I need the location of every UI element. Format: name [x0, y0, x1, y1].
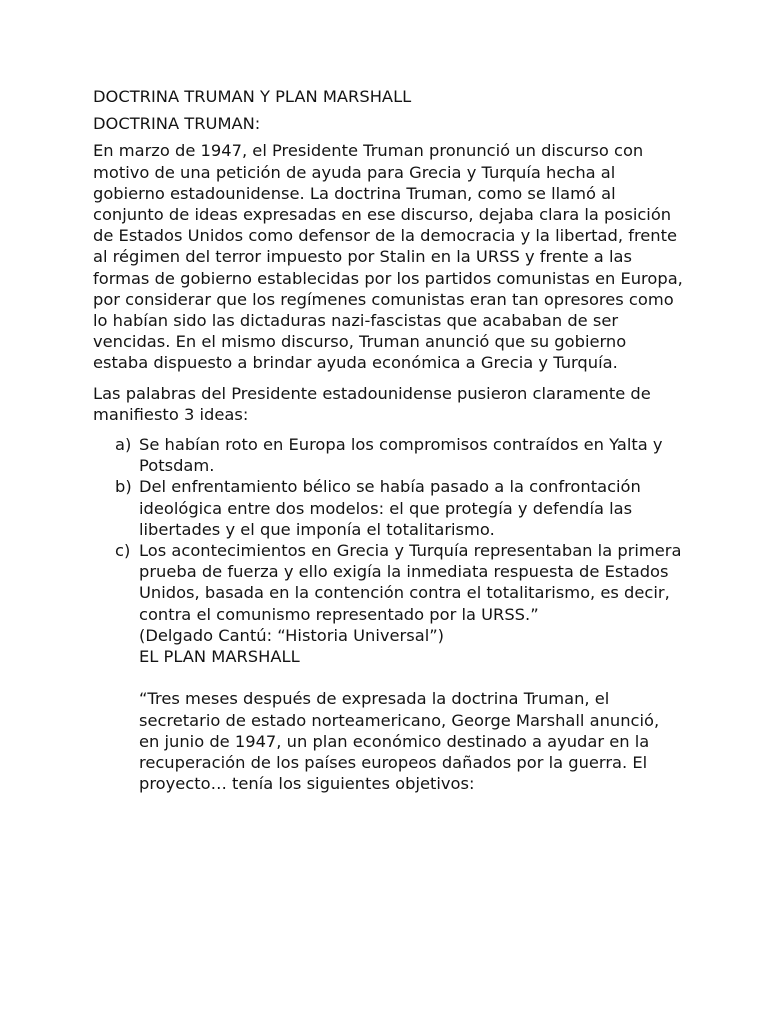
- list-item-text: Los acontecimientos en Grecia y Turquía representaban la primera prueba de fuerza y ello exigía la inmediata respuesta de Estados Unidos, basada en la contención contra el totalitarismo, es decir, contra el comunismo representado por la URSS.”: [139, 541, 682, 624]
- paragraph-marshall-plan: “Tres meses después de expresada la doctrina Truman, el secretario de estado norteamericano, George Marshall anunció, en junio de 1947, un plan económico destinado a ayudar en la recuperación de los países europeos dañados por la guerra. El proyecto… tenía los siguientes objetivos:: [139, 689, 660, 794]
- citation: (Delgado Cantú: “Historia Universal”): [139, 625, 445, 645]
- list-marker: c): [115, 541, 131, 561]
- list-item-text: Del enfrentamiento bélico se había pasado a la confrontación ideológica entre dos modelos: el que protegía y defendía las libertades y el que imponía el totalitarismo.: [139, 477, 641, 539]
- indented-continuation: [93, 625, 683, 795]
- paragraph-truman-doctrine: En marzo de 1947, el Presidente Truman pronunció un discurso con motivo de una petición de ayuda para Grecia y Turquía hecha al gobierno estadounidense. La doctrina Truman, como se llamó al conjunto de ideas expresadas en ese discurso, dejaba clara la posición de Estados Unidos como defensor de la democracia y la libertad, frente al régimen del terror impuesto por Stalin en la URSS y frente a las formas de gobierno establecidas por los partidos comunistas en Europa, por considerar que los regímenes comunistas eran tan opresores como lo habían sido las dictaduras nazi-fascistas que acababan de ser vencidas. En el mismo discurso, Truman anunció que su gobierno estaba dispuesto a brindar ayuda económica a Grecia y Turquía.: [93, 141, 683, 373]
- list-item: [93, 434, 683, 476]
- list-marker: b): [115, 477, 132, 497]
- ideas-list: [93, 434, 683, 625]
- section-heading-truman: DOCTRINA TRUMAN:: [93, 114, 261, 134]
- paragraph-three-ideas: Las palabras del Presidente estadounidense pusieron claramente de manifiesto 3 ideas:: [93, 383, 651, 424]
- section-heading-marshall: EL PLAN MARSHALL: [139, 647, 300, 667]
- document-title: DOCTRINA TRUMAN Y PLAN MARSHALL: [93, 87, 412, 106]
- list-marker: a): [115, 435, 132, 455]
- list-item-text: Se habían roto en Europa los compromisos contraídos en Yalta y Potsdam.: [139, 435, 663, 476]
- blank-line: [139, 667, 683, 688]
- list-item: [93, 476, 683, 540]
- document-body: [93, 86, 683, 794]
- list-item: [93, 540, 683, 625]
